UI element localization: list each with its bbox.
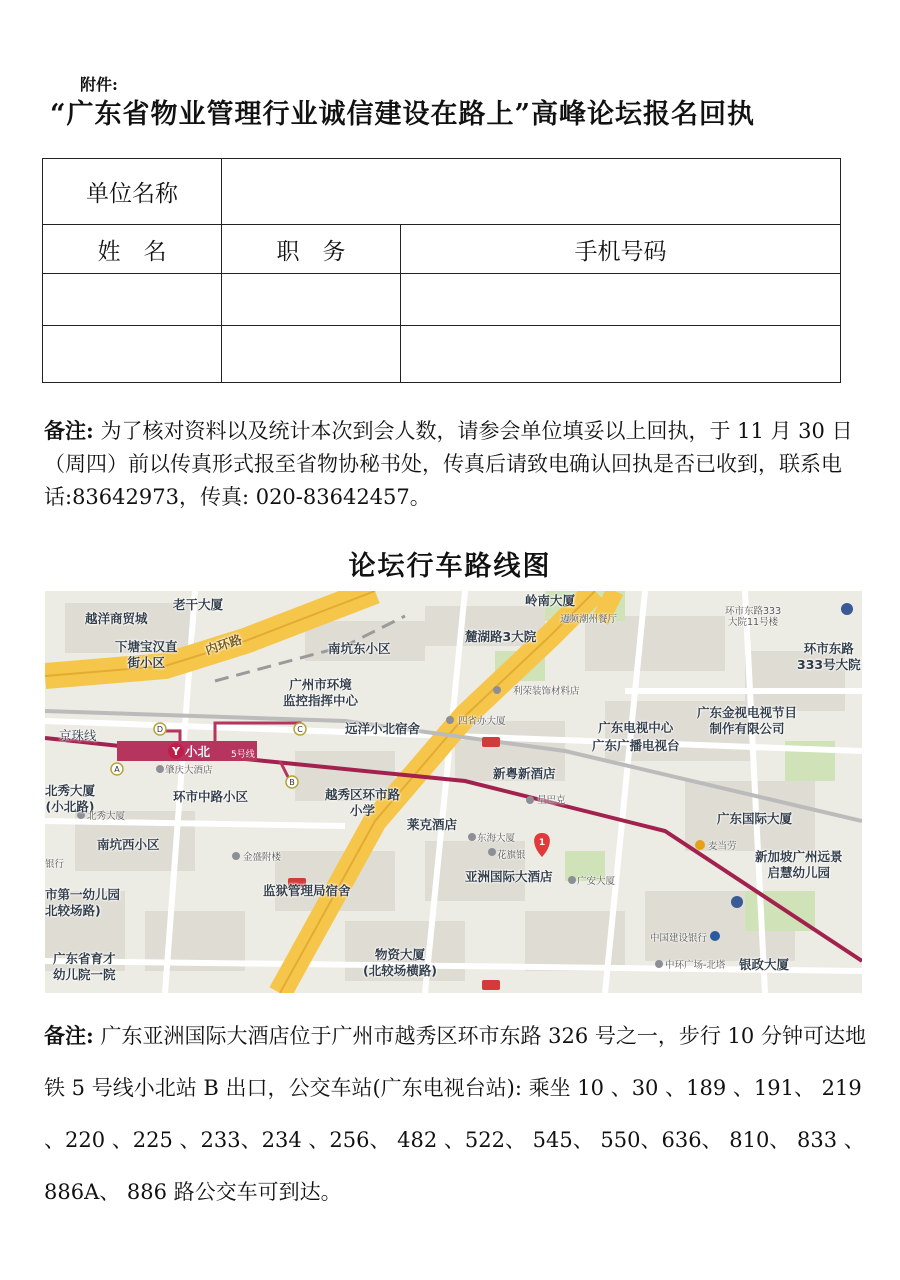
- map-label-nankeng-west: 南坑西小区: [97, 837, 160, 852]
- map-label-yueyang: 越洋商贸城: [85, 611, 148, 626]
- unit-name-field[interactable]: [222, 159, 841, 225]
- column-header-name: 姓 名: [43, 225, 222, 274]
- map-label-zhaoqing: 肇庆大酒店: [165, 765, 213, 776]
- column-header-phone: 手机号码: [401, 225, 841, 274]
- map-label-laike: 莱克酒店: [407, 817, 458, 832]
- map-label-neihuan: 内环路: [203, 631, 244, 658]
- registration-note: [44, 414, 864, 514]
- map-label-lingnan: 岭南大厦: [525, 593, 576, 608]
- bank-icon: [710, 931, 720, 941]
- map-label-luhu: 麓湖路3大院: [465, 629, 537, 644]
- map-label-zhonghuan: 中环广场-北塔: [665, 960, 726, 971]
- map-label-xiaobei: 小北: [185, 744, 211, 759]
- map-label-yinzheng: 银政大厦: [739, 957, 790, 972]
- map-label-beixiu-small: 北秀大厦: [87, 811, 126, 822]
- route-map: [45, 591, 862, 993]
- map-label-jinsheng: 金盛附楼: [243, 852, 282, 863]
- map-label-guangan: 广安大厦: [577, 876, 616, 887]
- map-label-yucai: 广东省育才 幼儿院一院: [53, 951, 116, 982]
- map-label-huanshi-zhonglu: 环市中路小区: [173, 789, 249, 804]
- map-label-yuanyang: 远洋小北宿舍: [345, 721, 421, 736]
- map-label-wuzi: 物资大厦 (北较场横路): [363, 947, 437, 978]
- directions-note: [44, 1010, 874, 1218]
- map-label-xinyue: 新粤新酒店: [493, 766, 556, 781]
- column-header-position: 职 务: [222, 225, 401, 274]
- unit-name-label: 单位名称: [43, 159, 222, 225]
- map-label-huaqi: 花旗银: [497, 850, 526, 861]
- name-field-row-2[interactable]: [43, 326, 222, 383]
- phone-field-row-2[interactable]: [401, 326, 841, 383]
- map-label-huanjing: 广州市环境 监控指挥中心: [283, 677, 359, 708]
- map-label-jinshi: 广东金视电视节目 制作有限公司: [697, 705, 798, 736]
- map-label-laogan: 老干大厦: [173, 597, 224, 612]
- svg-text:C: C: [297, 725, 303, 734]
- svg-text:B: B: [289, 778, 295, 787]
- map-label-maiyi: 迈频潮州餐厅: [560, 614, 618, 625]
- map-label-donghai: 东海大厦: [477, 833, 516, 844]
- map-label-ccb: 中国建设银行: [650, 933, 708, 944]
- map-label-nankeng-east: 南坑东小区: [328, 641, 391, 656]
- map-label-jingzhu: 京珠线: [59, 728, 97, 743]
- position-field-row-1[interactable]: [222, 274, 401, 326]
- map-label-huanshi-333: 环市东路 333号大院: [797, 641, 861, 672]
- note-text: 为了核对资料以及统计本次到会人数，请参会单位填妥以上回执，于 11 月 30 日（周四）前以传真形式报至省物协秘书处，传真后请致电确认回执是否已收到，联系电话:83642973，传真: 020-83642457。: [44, 419, 853, 509]
- map-label-mcd: 麦当劳: [708, 841, 737, 852]
- phone-field-row-1[interactable]: [401, 274, 841, 326]
- map-label-line5: 5号线: [231, 750, 255, 760]
- svg-text:D: D: [156, 725, 164, 734]
- directions-note-label: 备注:: [44, 1023, 94, 1048]
- attachment-label: 附件:: [80, 75, 118, 94]
- map-label-sishengban: 四省办大厦: [458, 716, 506, 727]
- map-label-gdtv: 广东电视中心 广东广播电视台: [592, 720, 680, 753]
- map-label-xinjiapo: 新加坡广州远景 启慧幼儿园: [755, 849, 843, 880]
- map-label-huanshi-333-small: 环市东路333 大院11号楼: [725, 606, 782, 628]
- name-field-row-1[interactable]: [43, 274, 222, 326]
- map-label-beixiu: 北秀大厦 (小北路): [45, 783, 96, 814]
- svg-text:1: 1: [538, 838, 546, 848]
- map-label-prison: 监狱管理局宿舍: [263, 883, 351, 898]
- directions-note-text: 广东亚洲国际大酒店位于广州市越秀区环市东路 326 号之一，步行 10 分钟可达地铁 5 号线小北站 B 出口，公交车站(广东电视台站): 乘坐 10 、30 、189 、191、 219 、220 、225 、233、234 、256、 482 、522、 545、 550、636、 810、 833 、886A、 886 路公交车可到达。: [44, 1024, 866, 1204]
- map-label-bank-small: 银行: [45, 859, 65, 870]
- map-label-lirong: 利荣装饰材料店: [513, 686, 580, 697]
- map-title: 论坛行车路线图: [348, 551, 552, 582]
- map-label-gd-intl: 广东国际大厦: [717, 811, 793, 826]
- page-title: “广东省物业管理行业诚信建设在路上”高峰论坛报名回执: [50, 99, 756, 130]
- position-field-row-2[interactable]: [222, 326, 401, 383]
- map-label-asia-hotel: 亚洲国际大酒店: [465, 869, 553, 884]
- mcdonalds-icon: [695, 840, 705, 850]
- map-label-xiatang: 下塘宝汉直 街小区: [115, 639, 178, 670]
- note-label: 备注:: [44, 418, 94, 443]
- svg-text:A: A: [114, 765, 120, 774]
- svg-text:Y: Y: [172, 745, 180, 758]
- map-label-city-kinder: 市第一幼儿园 北较场路): [45, 887, 121, 918]
- registration-form-table: [42, 158, 841, 383]
- map-label-yuexiu-school: 越秀区环市路 小学: [325, 787, 401, 818]
- map-label-starbucks: 星巴克: [537, 795, 566, 806]
